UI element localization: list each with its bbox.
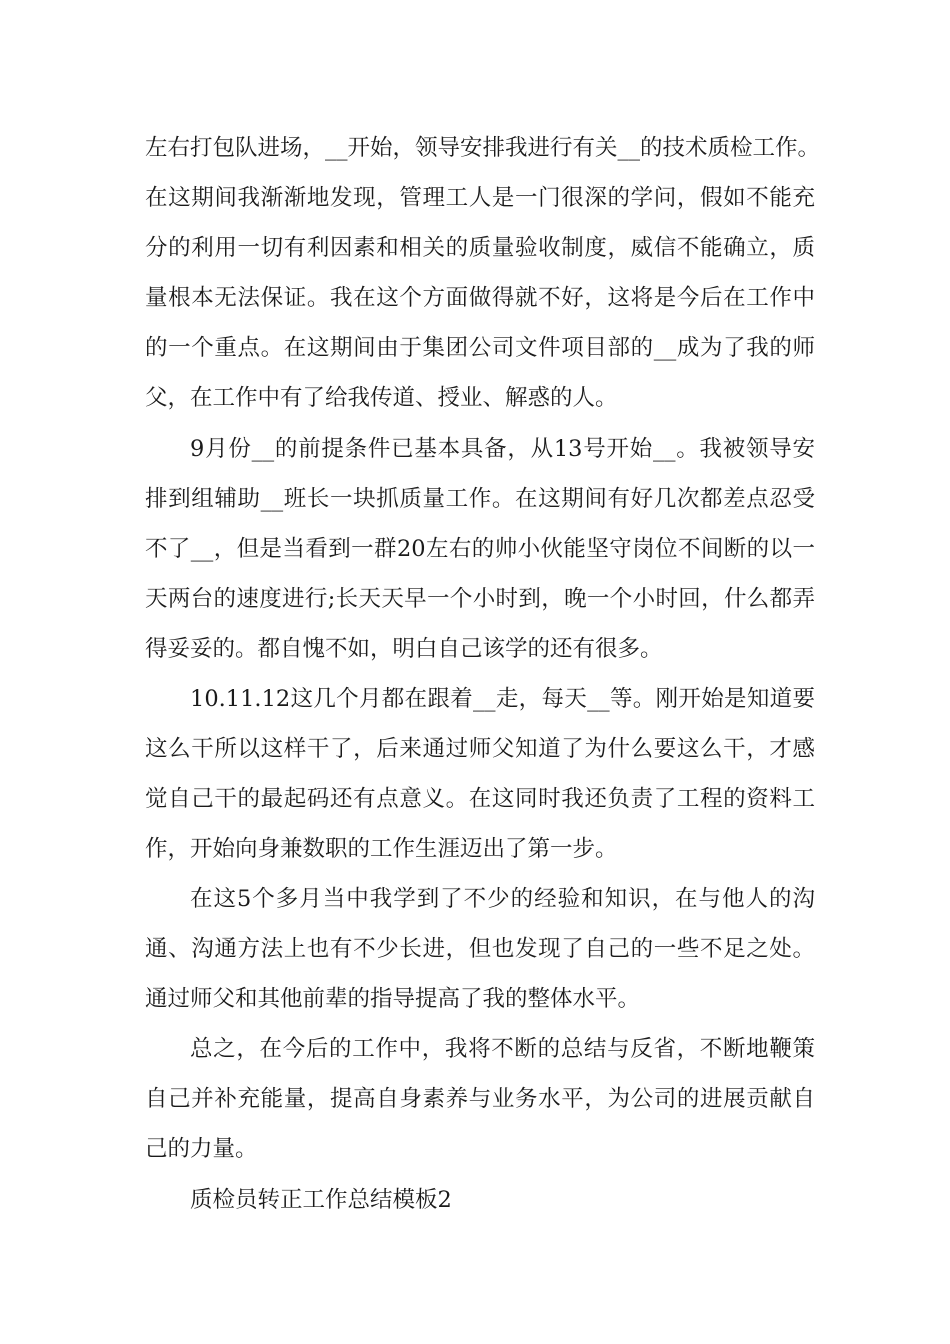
paragraph-line: 左右打包队进场，__开始，领导安排我进行有关__的技术质检工作。 [145,135,821,161]
paragraph-line: 己的力量。 [145,1136,258,1162]
paragraph-line: 在这5个多月当中我学到了不少的经验和知识，在与他人的沟 [190,886,815,912]
paragraph-line: 得妥妥的。都自愧不如，明白自己该学的还有很多。 [145,636,663,662]
paragraph-line: 通过师父和其他前辈的指导提高了我的整体水平。 [145,986,641,1012]
paragraph-line: 通、沟通方法上也有不少长进，但也发现了自己的一些不足之处。 [145,936,815,962]
paragraph-line: 这么干所以这样干了，后来通过师父知道了为什么要这么干，才感 [145,736,815,762]
paragraph-line: 自己并补充能量，提高自身素养与业务水平，为公司的进展贡献自 [145,1086,815,1112]
paragraph-line: 作，开始向身兼数职的工作生涯迈出了第一步。 [145,836,618,862]
paragraph-line: 不了__，但是当看到一群20左右的帅小伙能坚守岗位不间断的以一 [145,536,815,562]
section-heading: 质检员转正工作总结模板2 [190,1187,452,1213]
paragraph-line: 觉自己干的最起码还有点意义。在这同时我还负责了工程的资料工 [145,786,815,812]
paragraph-line: 的一个重点。在这期间由于集团公司文件项目部的__成为了我的师 [145,335,815,361]
paragraph-line: 10.11.12这几个月都在跟着__走，每天__等。刚开始是知道要 [190,686,815,712]
paragraph-line: 父，在工作中有了给我传道、授业、解惑的人。 [145,385,618,411]
paragraph-line: 量根本无法保证。我在这个方面做得就不好，这将是今后在工作中 [145,285,815,311]
paragraph-line: 总之，在今后的工作中，我将不断的总结与反省，不断地鞭策 [190,1036,815,1062]
paragraph-line: 在这期间我渐渐地发现，管理工人是一门很深的学问，假如不能充 [145,185,815,211]
paragraph-line: 天两台的速度进行;长天天早一个小时到，晚一个小时回，什么都弄 [145,586,815,612]
paragraph-line: 排到组辅助__班长一块抓质量工作。在这期间有好几次都差点忍受 [145,486,815,512]
paragraph-line: 分的利用一切有利因素和相关的质量验收制度，威信不能确立，质 [145,235,815,261]
paragraph-line: 9月份__的前提条件已基本具备，从13号开始__。我被领导安 [190,436,815,462]
